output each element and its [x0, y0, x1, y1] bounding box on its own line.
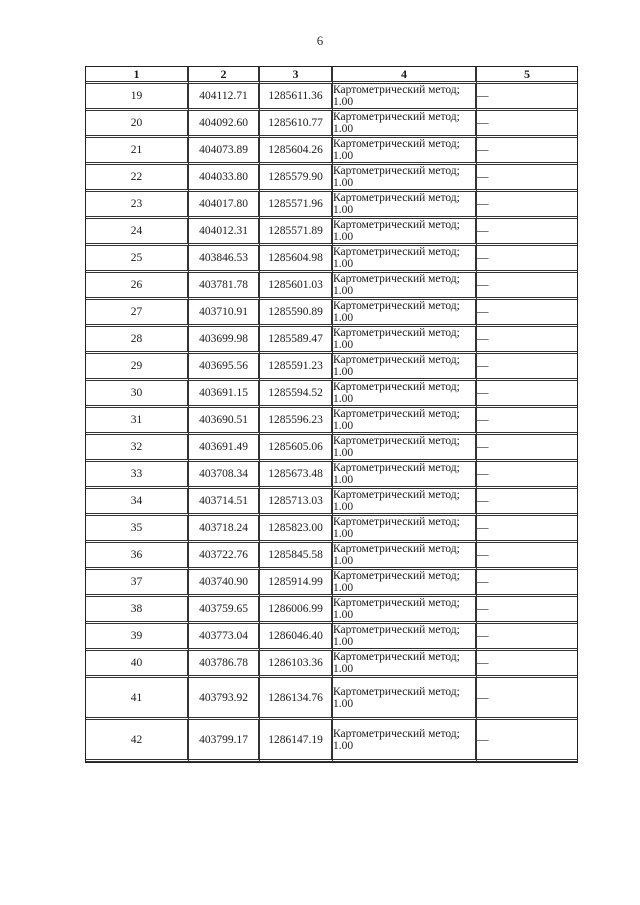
accuracy-value: 1.00: [333, 366, 354, 378]
method-cell: [333, 516, 477, 543]
accuracy-value: 1.00: [333, 231, 354, 243]
coordinate-x: 404033.80: [189, 165, 260, 192]
note-cell: —: [477, 165, 577, 192]
coordinate-x: 403710.91: [189, 300, 260, 327]
coordinate-y: 1285601.03: [260, 273, 333, 300]
table-row: [86, 489, 577, 516]
note-cell: —: [477, 651, 577, 678]
method-cell: [333, 408, 477, 435]
accuracy-value: 1.00: [333, 420, 354, 432]
method-cell: [333, 381, 477, 408]
note-cell: —: [477, 720, 577, 762]
point-number: 31: [86, 408, 189, 435]
coordinate-x: 403714.51: [189, 489, 260, 516]
method-text: Картометрический метод;: [333, 489, 460, 501]
coordinate-y: 1285604.98: [260, 246, 333, 273]
header-col-2: 2: [189, 67, 260, 84]
note-cell: —: [477, 624, 577, 651]
coordinate-y: 1286103.36: [260, 651, 333, 678]
method-cell: [333, 84, 477, 111]
method-text: Картометрический метод;: [333, 273, 460, 285]
note-cell: —: [477, 138, 577, 165]
point-number: 24: [86, 219, 189, 246]
table-header-row: [86, 67, 577, 84]
point-number: 26: [86, 273, 189, 300]
table-row: [86, 165, 577, 192]
method-text: Картометрический метод;: [333, 408, 460, 420]
table-row: [86, 651, 577, 678]
table-row: [86, 111, 577, 138]
coordinates-table: [85, 66, 578, 763]
point-number: 19: [86, 84, 189, 111]
note-cell: —: [477, 435, 577, 462]
point-number: 41: [86, 678, 189, 720]
table-row: [86, 300, 577, 327]
method-cell: [333, 720, 477, 762]
coordinate-y: 1285823.00: [260, 516, 333, 543]
coordinate-y: 1285589.47: [260, 327, 333, 354]
method-text: Картометрический метод;: [333, 597, 460, 609]
point-number: 39: [86, 624, 189, 651]
method-text: Картометрический метод;: [333, 84, 460, 96]
coordinate-y: 1285713.03: [260, 489, 333, 516]
note-cell: —: [477, 354, 577, 381]
method-text: Картометрический метод;: [333, 192, 460, 204]
coordinate-y: 1285605.06: [260, 435, 333, 462]
method-cell: [333, 462, 477, 489]
point-number: 30: [86, 381, 189, 408]
accuracy-value: 1.00: [333, 96, 354, 108]
note-cell: —: [477, 300, 577, 327]
accuracy-value: 1.00: [333, 393, 354, 405]
coordinate-x: 403690.51: [189, 408, 260, 435]
coordinate-y: 1286134.76: [260, 678, 333, 720]
method-cell: [333, 597, 477, 624]
coordinate-y: 1285914.99: [260, 570, 333, 597]
coordinate-y: 1285594.52: [260, 381, 333, 408]
method-text: Картометрический метод;: [333, 327, 460, 339]
method-cell: [333, 273, 477, 300]
point-number: 23: [86, 192, 189, 219]
table-row: [86, 84, 577, 111]
coordinate-y: 1285845.58: [260, 543, 333, 570]
coordinate-y: 1286147.19: [260, 720, 333, 762]
coordinate-x: 404012.31: [189, 219, 260, 246]
table-row: [86, 327, 577, 354]
table-row: [86, 273, 577, 300]
method-cell: [333, 165, 477, 192]
accuracy-value: 1.00: [333, 123, 354, 135]
method-cell: [333, 111, 477, 138]
coordinate-x: 403781.78: [189, 273, 260, 300]
point-number: 20: [86, 111, 189, 138]
coordinate-x: 403740.90: [189, 570, 260, 597]
method-text: Картометрический метод;: [333, 516, 460, 528]
note-cell: —: [477, 678, 577, 720]
accuracy-value: 1.00: [333, 739, 354, 752]
table-row: [86, 246, 577, 273]
coordinate-x: 403699.98: [189, 327, 260, 354]
method-text: Картометрический метод;: [333, 354, 460, 366]
method-text: Картометрический метод;: [333, 435, 460, 447]
method-text: Картометрический метод;: [333, 651, 460, 663]
table-row: [86, 543, 577, 570]
table-row: [86, 678, 577, 720]
note-cell: —: [477, 516, 577, 543]
table-row: [86, 435, 577, 462]
method-text: Картометрический метод;: [333, 381, 460, 393]
coordinate-x: 403708.34: [189, 462, 260, 489]
method-cell: [333, 138, 477, 165]
table-row: [86, 462, 577, 489]
table-row: [86, 354, 577, 381]
method-cell: [333, 435, 477, 462]
accuracy-value: 1.00: [333, 528, 354, 540]
method-cell: [333, 543, 477, 570]
coordinate-x: 403773.04: [189, 624, 260, 651]
coordinate-x: 403793.92: [189, 678, 260, 720]
accuracy-value: 1.00: [333, 609, 354, 621]
note-cell: —: [477, 570, 577, 597]
point-number: 36: [86, 543, 189, 570]
table-row: [86, 192, 577, 219]
table-row: [86, 381, 577, 408]
table-row: [86, 720, 577, 762]
accuracy-value: 1.00: [333, 339, 354, 351]
method-cell: [333, 489, 477, 516]
accuracy-value: 1.00: [333, 582, 354, 594]
note-cell: —: [477, 543, 577, 570]
coordinate-y: 1286046.40: [260, 624, 333, 651]
accuracy-value: 1.00: [333, 150, 354, 162]
method-cell: [333, 192, 477, 219]
note-cell: —: [477, 111, 577, 138]
method-text: Картометрический метод;: [333, 462, 460, 474]
table-row: [86, 624, 577, 651]
method-cell: [333, 651, 477, 678]
point-number: 37: [86, 570, 189, 597]
method-cell: [333, 327, 477, 354]
coordinate-y: 1285590.89: [260, 300, 333, 327]
coordinate-x: 403691.49: [189, 435, 260, 462]
header-col-5: 5: [477, 67, 577, 84]
method-text: Картометрический метод;: [333, 727, 460, 740]
point-number: 38: [86, 597, 189, 624]
accuracy-value: 1.00: [333, 204, 354, 216]
accuracy-value: 1.00: [333, 697, 354, 710]
method-text: Картометрический метод;: [333, 111, 460, 123]
method-cell: [333, 246, 477, 273]
point-number: 32: [86, 435, 189, 462]
coordinate-y: 1285571.89: [260, 219, 333, 246]
method-text: Картометрический метод;: [333, 165, 460, 177]
coordinate-x: 403799.17: [189, 720, 260, 762]
table-row: [86, 408, 577, 435]
coordinate-y: 1285610.77: [260, 111, 333, 138]
accuracy-value: 1.00: [333, 663, 354, 675]
point-number: 29: [86, 354, 189, 381]
point-number: 33: [86, 462, 189, 489]
point-number: 28: [86, 327, 189, 354]
note-cell: —: [477, 192, 577, 219]
coordinate-y: 1285673.48: [260, 462, 333, 489]
coordinate-y: 1285604.26: [260, 138, 333, 165]
coordinate-y: 1285571.96: [260, 192, 333, 219]
point-number: 42: [86, 720, 189, 762]
note-cell: —: [477, 381, 577, 408]
note-cell: —: [477, 597, 577, 624]
point-number: 22: [86, 165, 189, 192]
method-text: Картометрический метод;: [333, 246, 460, 258]
coordinate-y: 1285596.23: [260, 408, 333, 435]
accuracy-value: 1.00: [333, 177, 354, 189]
coordinate-x: 403786.78: [189, 651, 260, 678]
coordinate-x: 403691.15: [189, 381, 260, 408]
header-col-3: 3: [260, 67, 333, 84]
table-row: [86, 597, 577, 624]
point-number: 25: [86, 246, 189, 273]
note-cell: —: [477, 246, 577, 273]
table-row: [86, 516, 577, 543]
coordinate-x: 403759.65: [189, 597, 260, 624]
accuracy-value: 1.00: [333, 501, 354, 513]
method-text: Картометрический метод;: [333, 624, 460, 636]
coordinate-x: 403722.76: [189, 543, 260, 570]
coordinate-x: 403695.56: [189, 354, 260, 381]
note-cell: —: [477, 408, 577, 435]
method-text: Картометрический метод;: [333, 219, 460, 231]
coordinate-y: 1285591.23: [260, 354, 333, 381]
header-col-4: 4: [333, 67, 477, 84]
note-cell: —: [477, 327, 577, 354]
note-cell: —: [477, 273, 577, 300]
method-text: Картометрический метод;: [333, 300, 460, 312]
table-row: [86, 570, 577, 597]
note-cell: —: [477, 84, 577, 111]
header-col-1: 1: [86, 67, 189, 84]
method-text: Картометрический метод;: [333, 685, 460, 698]
point-number: 35: [86, 516, 189, 543]
note-cell: —: [477, 219, 577, 246]
method-cell: [333, 300, 477, 327]
coordinate-x: 404017.80: [189, 192, 260, 219]
accuracy-value: 1.00: [333, 474, 354, 486]
accuracy-value: 1.00: [333, 312, 354, 324]
accuracy-value: 1.00: [333, 555, 354, 567]
accuracy-value: 1.00: [333, 447, 354, 459]
method-cell: [333, 219, 477, 246]
coordinate-y: 1285579.90: [260, 165, 333, 192]
point-number: 40: [86, 651, 189, 678]
accuracy-value: 1.00: [333, 636, 354, 648]
accuracy-value: 1.00: [333, 285, 354, 297]
note-cell: —: [477, 489, 577, 516]
accuracy-value: 1.00: [333, 258, 354, 270]
coordinate-x: 404092.60: [189, 111, 260, 138]
method-cell: [333, 570, 477, 597]
method-text: Картометрический метод;: [333, 543, 460, 555]
coordinate-y: 1286006.99: [260, 597, 333, 624]
table-row: [86, 138, 577, 165]
table-row: [86, 219, 577, 246]
point-number: 34: [86, 489, 189, 516]
point-number: 21: [86, 138, 189, 165]
coordinate-x: 403846.53: [189, 246, 260, 273]
coordinate-x: 403718.24: [189, 516, 260, 543]
method-cell: [333, 678, 477, 720]
page-number: 6: [316, 33, 324, 48]
coordinate-x: 404112.71: [189, 84, 260, 111]
method-cell: [333, 354, 477, 381]
method-text: Картометрический метод;: [333, 570, 460, 582]
method-cell: [333, 624, 477, 651]
point-number: 27: [86, 300, 189, 327]
coordinate-x: 404073.89: [189, 138, 260, 165]
method-text: Картометрический метод;: [333, 138, 460, 150]
coordinate-y: 1285611.36: [260, 84, 333, 111]
note-cell: —: [477, 462, 577, 489]
